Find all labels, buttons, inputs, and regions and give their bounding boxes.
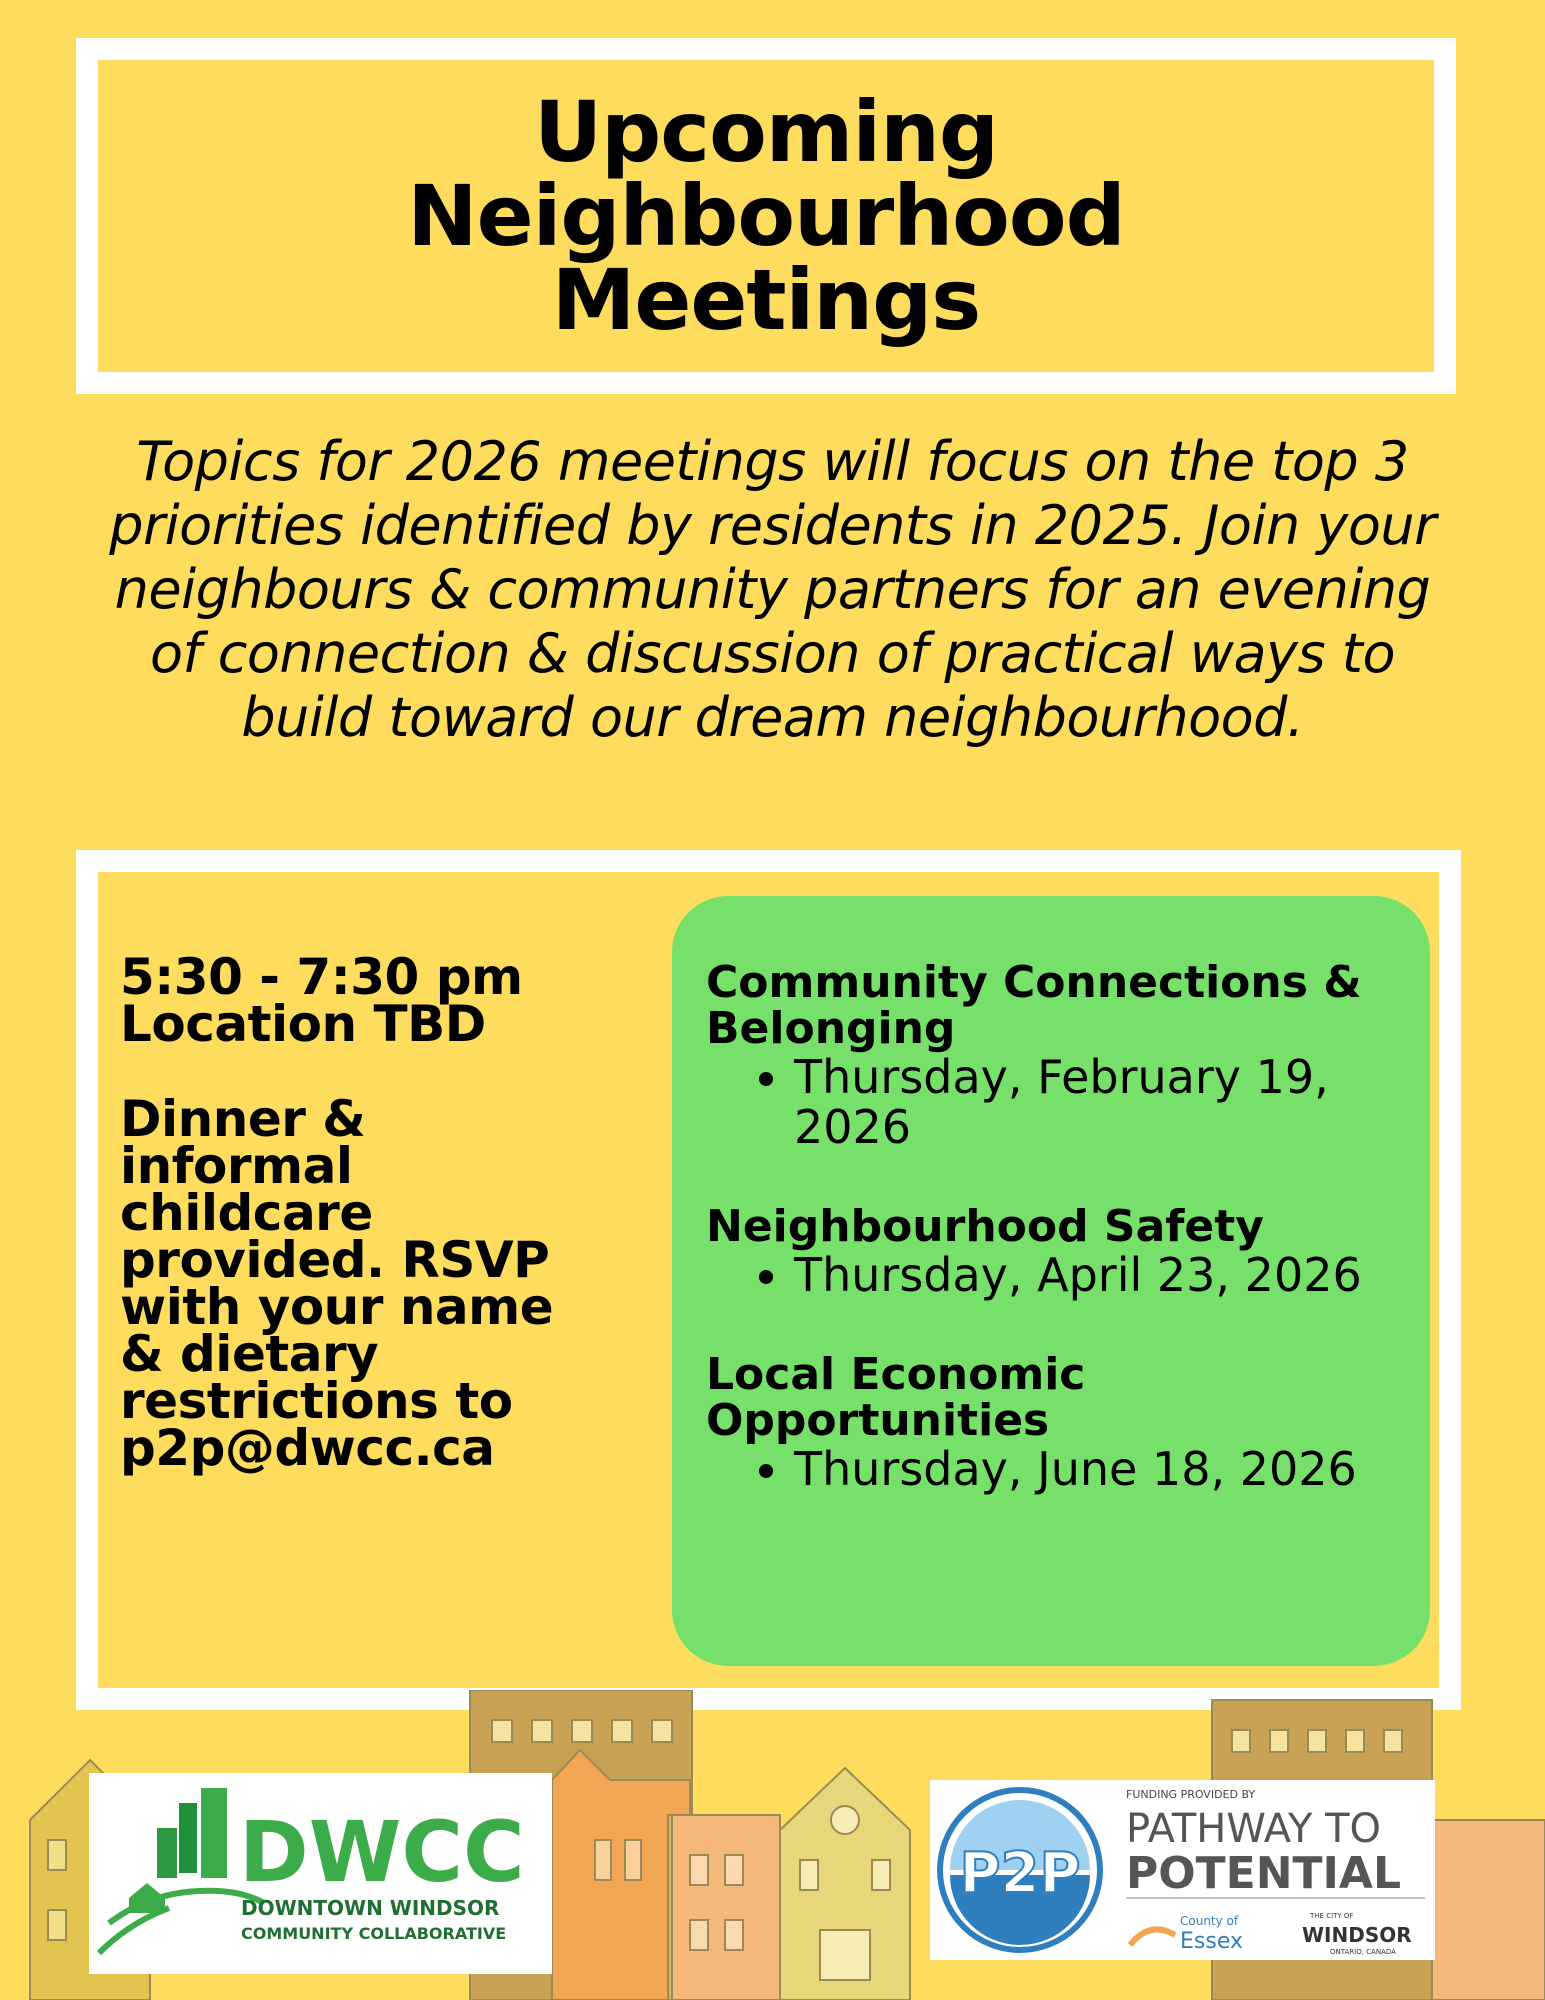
details-frame <box>76 850 1461 1710</box>
session-topic: Community Connections & Belonging <box>706 957 1362 1054</box>
session-item <box>706 1201 1410 1302</box>
session-date: • Thursday, February 19, 2026 <box>794 1052 1410 1152</box>
event-location: Location TBD <box>120 995 486 1053</box>
sessions-panel <box>672 896 1430 1666</box>
p2p-funding-label: FUNDING PROVIDED BY <box>1126 1788 1256 1801</box>
rsvp-note: Dinner & informal childcare provided. RSVP with your name & dietary restrictions to p2p@dwcc.ca <box>120 1090 554 1477</box>
session-topic: Local Economic Opportunities <box>706 1349 1086 1446</box>
dwcc-acronym: DWCC <box>239 1803 525 1901</box>
p2p-name-line-2: POTENTIAL <box>1126 1848 1402 1899</box>
page-title <box>407 83 1125 349</box>
title-line-1: Upcoming <box>533 83 999 181</box>
city-label: WINDSOR <box>1302 1923 1412 1947</box>
session-date: • Thursday, April 23, 2026 <box>794 1250 1410 1300</box>
p2p-name-line-1: PATHWAY TO <box>1126 1806 1382 1852</box>
city-label-small: THE CITY OF <box>1310 1912 1354 1920</box>
dwcc-building-icon <box>89 1773 552 1974</box>
title-frame <box>76 38 1456 394</box>
county-label: Essex <box>1180 1929 1243 1954</box>
session-item <box>706 957 1410 1154</box>
p2p-logo <box>930 1780 1435 1960</box>
p2p-badge-text: P2P <box>959 1841 1081 1906</box>
session-topic: Neighbourhood Safety <box>706 1201 1264 1252</box>
dwcc-name-line-1: DOWNTOWN WINDSOR <box>241 1896 500 1920</box>
dwcc-name-line-2: COMMUNITY COLLABORATIVE <box>241 1924 507 1943</box>
p2p-funding-logo <box>930 1780 1435 1960</box>
event-info <box>120 948 600 1477</box>
city-label-sub: ONTARIO, CANADA <box>1330 1948 1396 1956</box>
dwcc-logo <box>89 1773 552 1974</box>
event-time: 5:30 - 7:30 pm <box>120 948 523 1006</box>
title-line-3: Meetings <box>551 251 981 349</box>
session-date: • Thursday, June 18, 2026 <box>794 1444 1410 1494</box>
title-line-2: Neighbourhood <box>407 167 1125 265</box>
county-label-small: County of <box>1180 1914 1239 1928</box>
intro-paragraph: Topics for 2026 meetings will focus on the top 3 priorities identified by residents in 2025. Join your neighbours & community partners for an evening of connection & discussion of practical ways to build toward our dream neighbourhood. <box>109 430 1436 749</box>
session-item <box>706 1349 1410 1496</box>
